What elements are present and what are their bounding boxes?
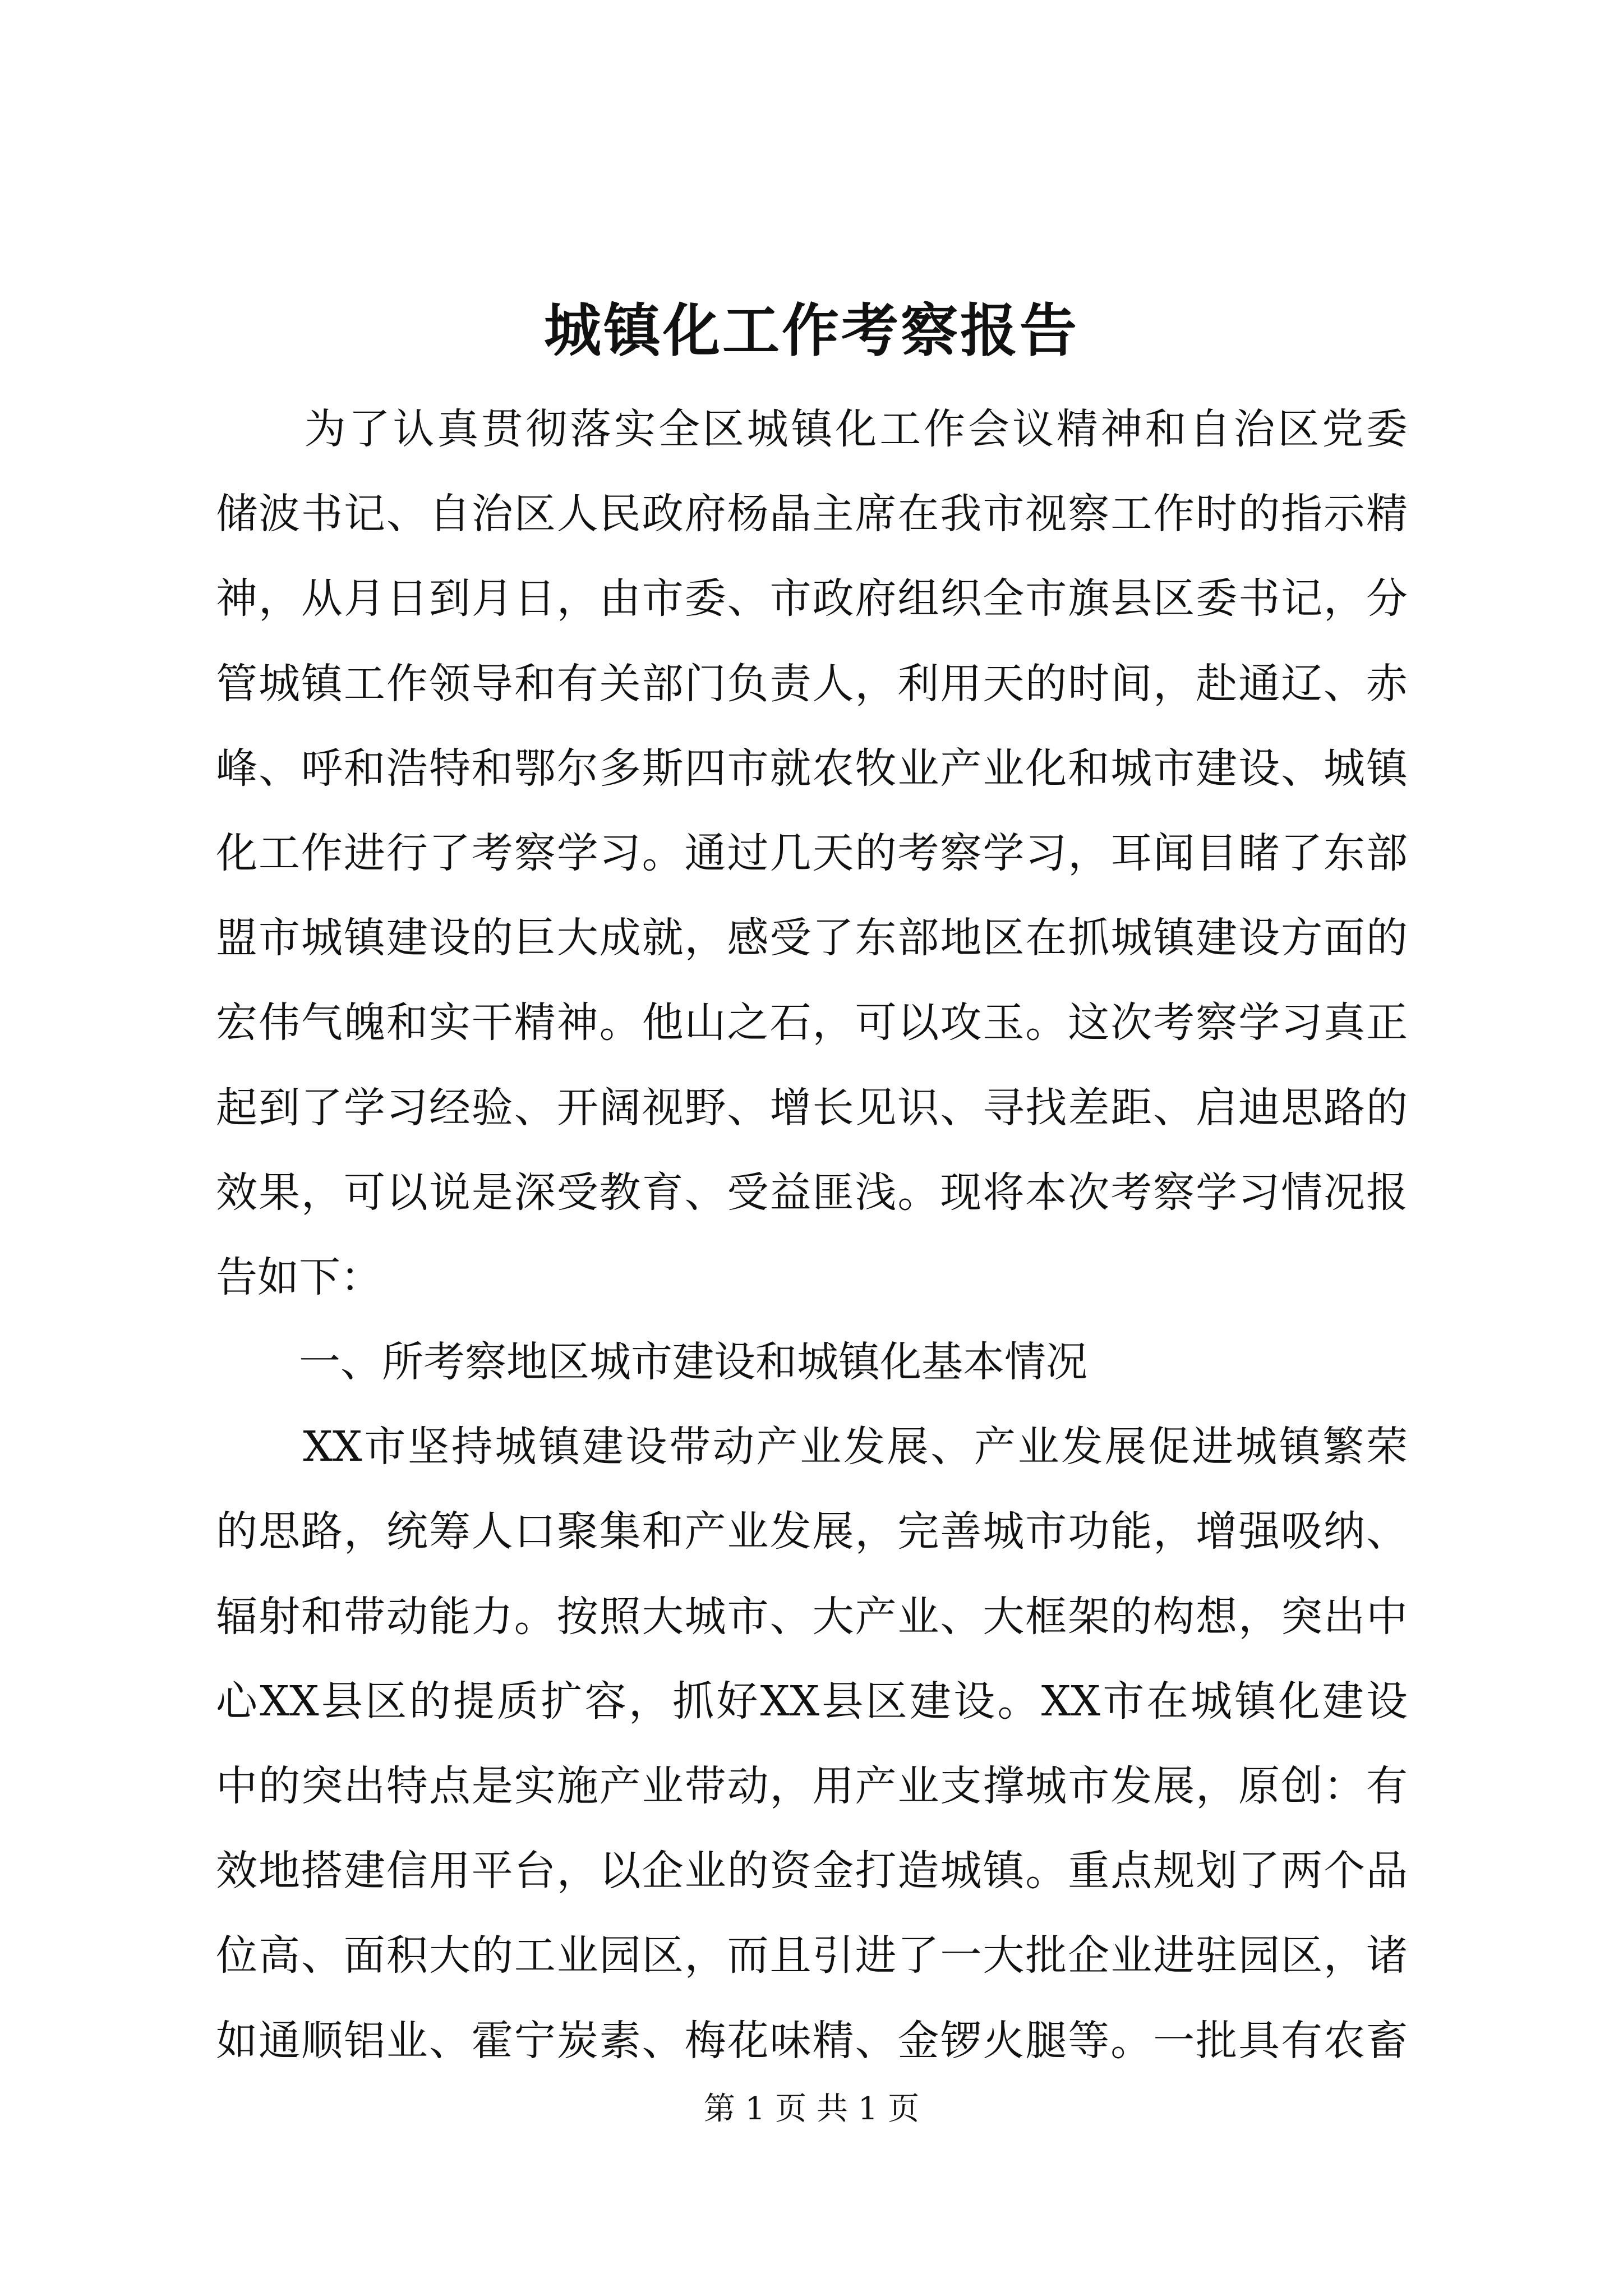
body-line: 心XX县区的提质扩容，抓好XX县区建设。XX市在城镇化建设 [216, 1677, 1408, 1726]
document-title: 城镇化工作考察报告 [544, 297, 1079, 365]
body-line: 起到了学习经验、开阔视野、增长见识、寻找差距、启迪思路的 [216, 1083, 1408, 1132]
body-line: 为了认真贯彻落实全区城镇化工作会议精神和自治区党委 [216, 405, 1408, 453]
body-line: 管城镇工作领导和有关部门负责人，利用天的时间，赴通辽、赤 [216, 659, 1408, 708]
body-line: 效地搭建信用平台，以企业的资金打造城镇。重点规划了两个品 [216, 1847, 1408, 1895]
body-line: 神，从月日到月日，由市委、市政府组织全市旗县区委书记，分 [216, 574, 1408, 623]
section-heading: 一、所考察地区城市建设和城镇化基本情况 [216, 1338, 1087, 1387]
body-line: 峰、呼和浩特和鄂尔多斯四市就农牧业产业化和城市建设、城镇 [216, 744, 1408, 793]
body-line: 如通顺铝业、霍宁炭素、梅花味精、金锣火腿等。一批具有农畜 [216, 2016, 1408, 2065]
body-line: 辐射和带动能力。按照大城市、大产业、大框架的构想，突出中 [216, 1592, 1408, 1641]
body-line: 中的突出特点是实施产业带动，用产业支撑城市发展，原创：有 [216, 1762, 1408, 1810]
body-line: XX市坚持城镇建设带动产业发展、产业发展促进城镇繁荣 [216, 1423, 1408, 1471]
body-line: 储波书记、自治区人民政府杨晶主席在我市视察工作时的指示精 [216, 490, 1408, 539]
body-line: 位高、面积大的工业园区，而且引进了一大批企业进驻园区，诸 [216, 1931, 1408, 1980]
body-line: 告如下： [216, 1253, 382, 1301]
body-line: 化工作进行了考察学习。通过几天的考察学习，耳闻目睹了东部 [216, 829, 1408, 877]
page-footer: 第 1 页 共 1 页 [703, 2091, 920, 2127]
body-line: 宏伟气魄和实干精神。他山之石，可以攻玉。这次考察学习真正 [216, 999, 1408, 1047]
body-line: 的思路，统筹人口聚集和产业发展，完善城市功能，增强吸纳、 [216, 1507, 1408, 1556]
body-line: 盟市城镇建设的巨大成就，感受了东部地区在抓城镇建设方面的 [216, 914, 1408, 963]
document-body [216, 387, 1408, 2083]
body-line: 效果，可以说是深受教育、受益匪浅。现将本次考察学习情况报 [216, 1168, 1408, 1217]
